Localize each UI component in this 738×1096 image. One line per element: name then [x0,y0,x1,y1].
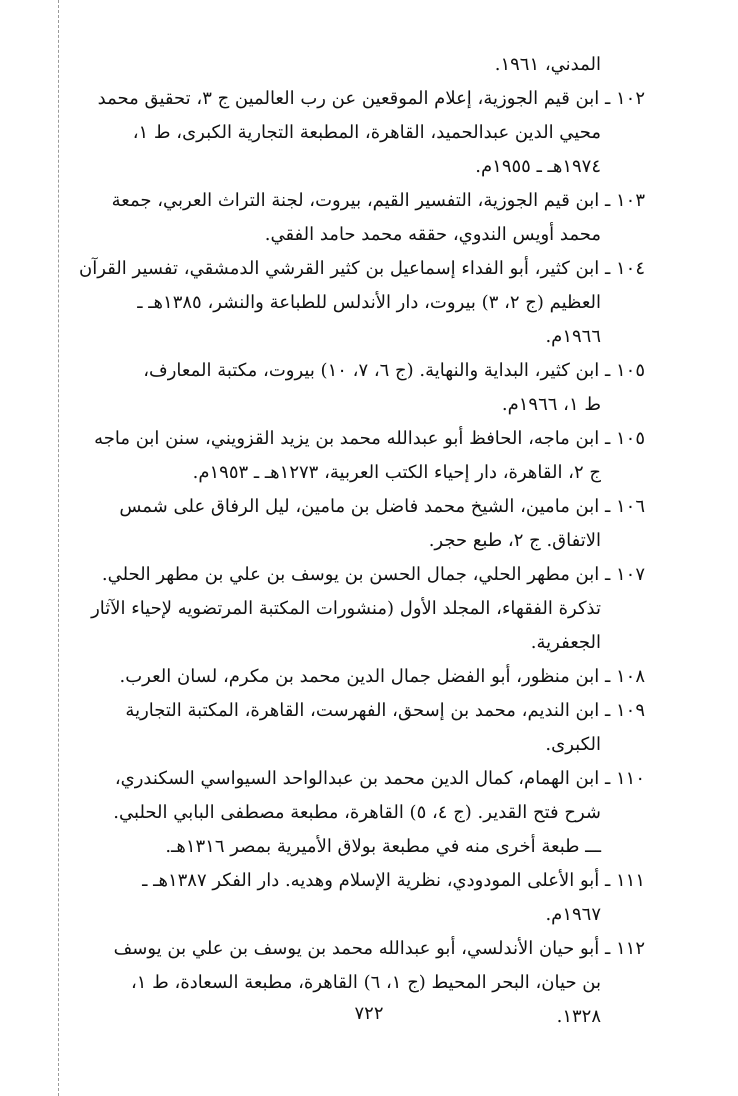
entry-first-line: ١١٠ ـ ابن الهمام، كمال الدين محمد بن عبدالواحد السيواسي السكندري، [114,768,645,789]
entry-continuation-line: ١٩٧٤هـ ـ ١٩٥٥م. [475,156,601,177]
entry-continuation-line: ١٣٢٨. [556,1006,601,1027]
entry-first-line: ١٠٢ ـ ابن قيم الجوزية، إعلام الموقعين عن رب العالمين ج ٣، تحقيق محمد [97,88,645,109]
entry-continuation-line: العظيم (ج ٢، ٣) بيروت، دار الأندلس للطباعة والنشر، ١٣٨٥هـ ـ [137,292,601,313]
entry-continuation-line: ج ٢، القاهرة، دار إحياء الكتب العربية، ١٢٧٣هـ ـ ١٩٥٣م. [192,462,601,483]
entry-continuation-line: الاتفاق. ج ٢، طبع حجر. [428,530,601,551]
entry-continuation-line: ـــ طبعة أخرى منه في مطبعة بولاق الأميرية بمصر ١٣١٦هـ. [165,836,601,857]
entry-continuation-line: ١٩٦٦م. [545,326,601,347]
entry-first-line: ١٠٨ ـ ابن منظور، أبو الفضل جمال الدين محمد بن مكرم، لسان العرب. [119,666,645,687]
entry-continuation-line: ط ١، ١٩٦٦م. [501,394,601,415]
entry-continuation-line: تذكرة الفقهاء، المجلد الأول (منشورات المكتبة المرتضويه لإحياء الآثار [91,598,601,619]
entry-first-line: ١٠٩ ـ ابن النديم، محمد بن إسحق، الفهرست، القاهرة، المكتبة التجارية [125,700,645,721]
entry-continuation-line: الكبرى. [545,734,601,755]
entry-first-line: ١٠٦ ـ ابن مامين، الشيخ محمد فاضل بن مامين، ليل الرفاق على شمس [119,496,645,517]
entry-continuation-line: ١٩٦٧م. [545,904,601,925]
entry-first-line: ١٠٥ ـ ابن ماجه، الحافظ أبو عبدالله محمد بن يزيد القزويني، سنن ابن ماجه [94,428,645,449]
entry-first-line: ١١٢ ـ أبو حيان الأندلسي، أبو عبدالله محمد بن يوسف بن علي بن يوسف [113,938,645,959]
entry-continuation-line: الجعفرية. [530,632,601,653]
bibliography-page [40,48,645,1034]
page-number: ٧٢٢ [354,1003,384,1024]
entry-continuation-line: بن حيان، البحر المحيط (ج ١، ٦) القاهرة، مطبعة السعادة، ط ١، [130,972,601,993]
entry-first-line: ١٠٣ ـ ابن قيم الجوزية، التفسير القيم، بيروت، لجنة التراث العربي، جمعة [111,190,645,211]
entry-continuation-line: المدني، ١٩٦١. [494,54,601,75]
entry-continuation-line: محمد أويس الندوي، حققه محمد حامد الفقي. [264,224,601,245]
entry-continuation-line: شرح فتح القدير. (ج ٤، ٥) القاهرة، مطبعة مصطفى البابي الحلبي. [113,802,601,823]
entry-continuation-line: محيي الدين عبدالحميد، القاهرة، المطبعة التجارية الكبرى، ط ١، [132,122,601,143]
entry-first-line: ١٠٧ ـ ابن مطهر الحلي، جمال الحسن بن يوسف بن علي بن مطهر الحلي. [101,564,645,585]
entry-first-line: ١٠٤ ـ ابن كثير، أبو الفداء إسماعيل بن كثير القرشي الدمشقي، تفسير القرآن [79,258,645,279]
entry-first-line: ١٠٥ ـ ابن كثير، البداية والنهاية. (ج ٦، ٧، ١٠) بيروت، مكتبة المعارف، [143,360,645,381]
entry-first-line: ١١١ ـ أبو الأعلى المودودي، نظرية الإسلام وهديه. دار الفكر ١٣٨٧هـ ـ [142,870,645,891]
